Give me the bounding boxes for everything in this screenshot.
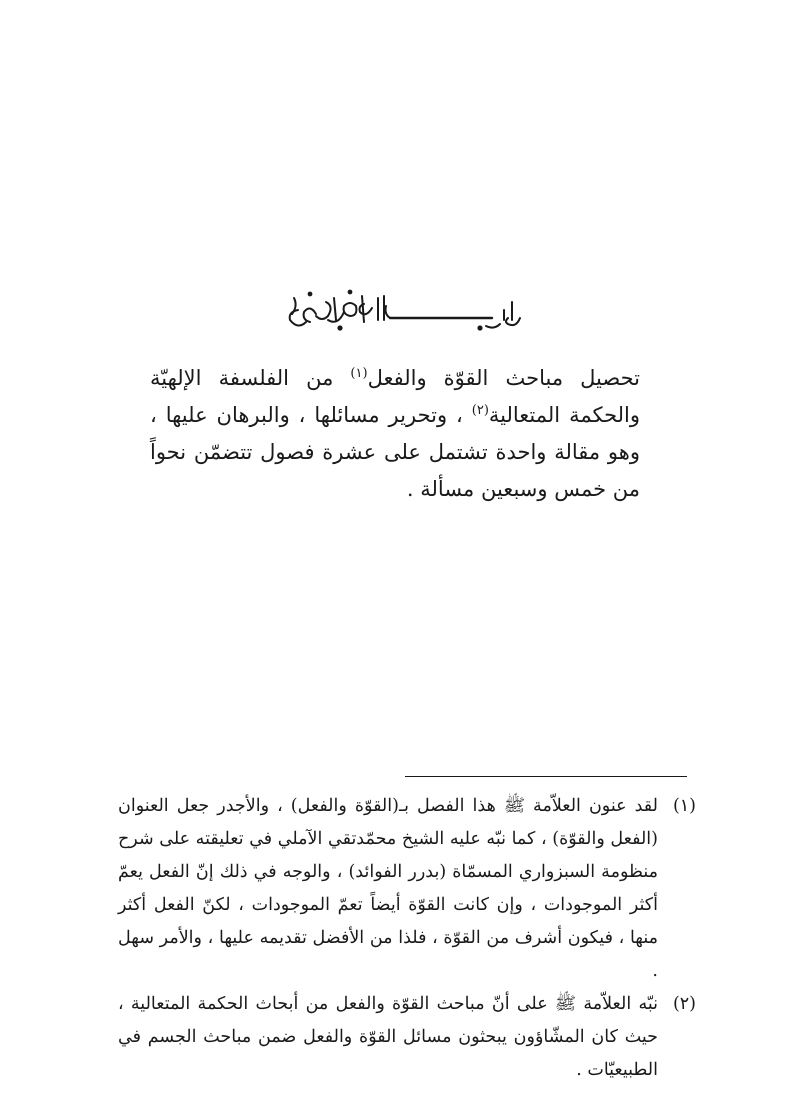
main-text-part-3: ، وتحرير مسائلها ، والبرهان عليها ، وهو مقالة واحدة تشتمل على عشرة فصول تتضمّن نحواً من خمس وسبعين مسألة . (150, 403, 640, 501)
main-text-part-1: تحصيل مباحث القوّة والفعل (367, 366, 641, 390)
main-text-part-2: من الفلسفة الإلهيّة والحكمة المتعالية (150, 366, 640, 427)
footnote-1 (118, 790, 696, 988)
footnote-text: لقد عنون العلاّمة ﷺ هذا الفصل بـ(القوّة والفعل) ، والأجدر جعل العنوان (الفعل والقوّة) ، كما نبّه عليه الشيخ محمّدتقي الآملي في تعليقته على شرح منظومة السبزواري المسمّاة (بدرر الفوائد) ، والوجه في ذلك إنّ الفعل يعمّ أكثر الموجودات ، وإن كانت القوّة أيضاً تعمّ الموجودات ، لكنّ الفعل أكثر منها ، فيكون أشرف من القوّة ، فلذا من الأفضل تقديمه عليها ، والأمر سهل . (118, 796, 658, 981)
basmala-calligraphy (280, 288, 530, 336)
footnote-marker-2[interactable]: (٢) (471, 403, 489, 418)
footnote-text: نبّه العلاّمة ﷺ على أنّ مباحث القوّة والفعل من أبحاث الحكمة المتعالية ، حيث كان المشّاؤون يبحثون مسائل القوّة والفعل ضمن مباحث الجسم في الطبيعيّات . (118, 994, 658, 1080)
footnote-separator (405, 776, 687, 777)
basmala-calligraphy-art (280, 288, 530, 336)
main-paragraph-text (150, 360, 640, 508)
footnote-number: (٢) (672, 994, 696, 1014)
footnote-2 (118, 988, 696, 1087)
main-paragraph (150, 360, 640, 508)
footnotes-section (118, 790, 696, 1087)
footnote-marker-1[interactable]: (١) (350, 366, 368, 381)
footnote-number: (١) (672, 796, 696, 816)
